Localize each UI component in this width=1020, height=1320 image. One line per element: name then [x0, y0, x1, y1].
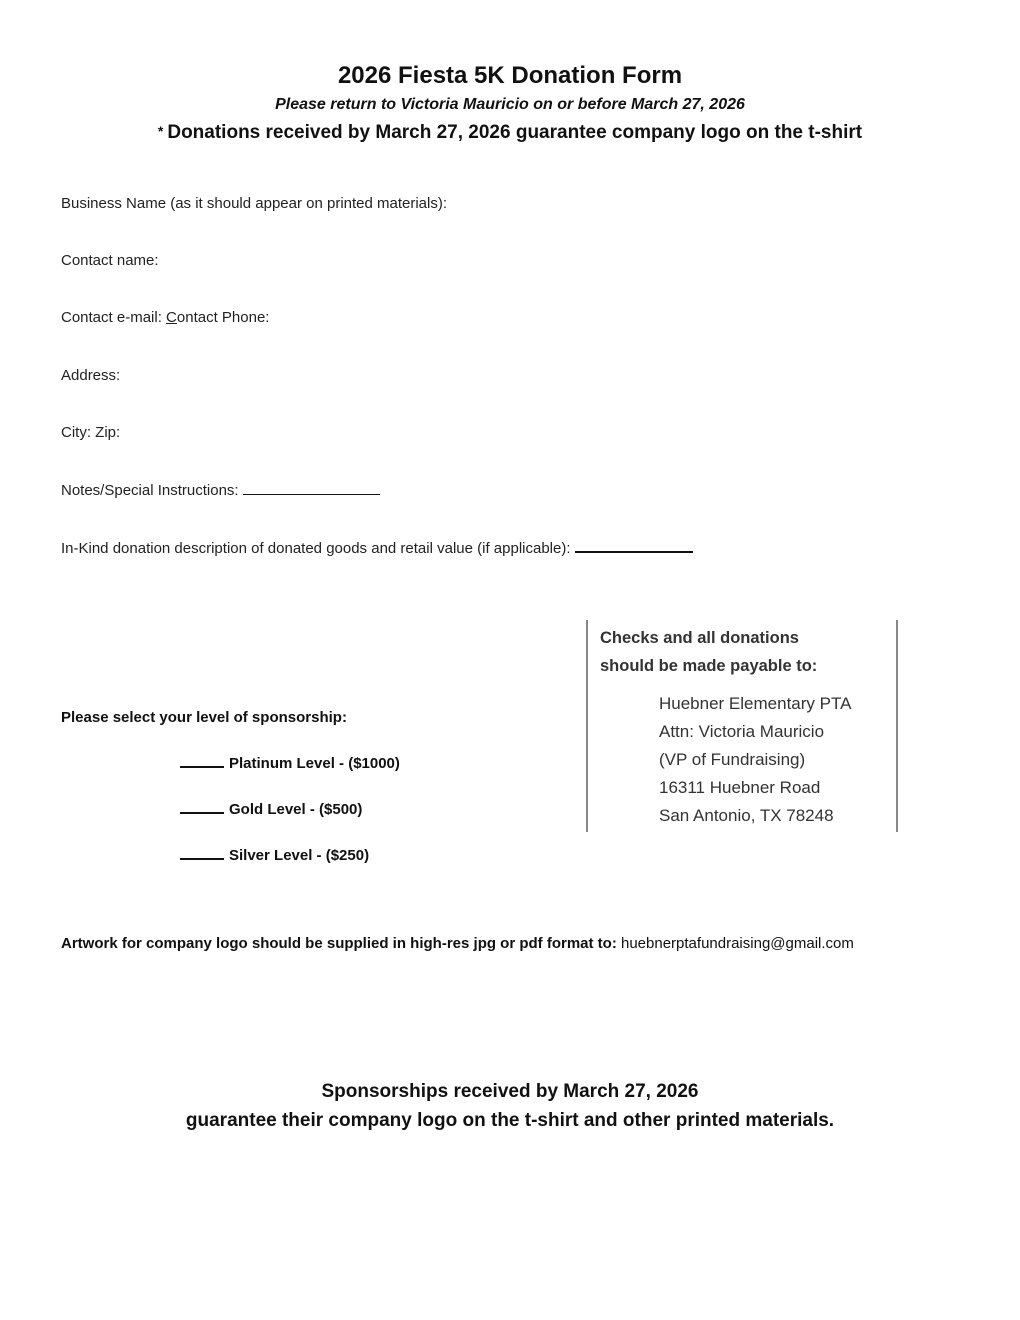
form-subtitle: Please return to Victoria Mauricio on or before March 27, 2026: [275, 96, 745, 113]
sponsorship-option-label: Platinum Level - ($1000): [229, 755, 400, 772]
asterisk-marker: *: [157, 123, 164, 139]
sponsorship-option-platinum[interactable]: [180, 754, 400, 772]
artwork-instructions: [61, 935, 854, 952]
deadline-note: [0, 122, 1020, 144]
notes-label: Notes/Special Instructions:: [61, 482, 239, 499]
artwork-label: Artwork for company logo should be supplied in high-res jpg or pdf format to:: [61, 935, 617, 952]
deadline-note-text: Donations received by March 27, 2026 guarantee company logo on the t-shirt: [167, 122, 863, 143]
payable-address-line: (VP of Fundraising): [659, 750, 806, 769]
sponsorship-prompt: Please select your level of sponsorship:: [61, 709, 347, 726]
notes-blank-line[interactable]: [243, 481, 380, 495]
footer-line-2: guarantee their company logo on the t-shirt and other printed materials.: [185, 1110, 835, 1131]
payable-heading-line-2: should be made payable to:: [600, 657, 818, 675]
sponsorship-option-label: Gold Level - ($500): [229, 801, 363, 818]
selection-blank[interactable]: [180, 800, 224, 814]
in-kind-field[interactable]: [61, 538, 693, 557]
payable-address-line: Attn: Victoria Mauricio: [659, 722, 825, 741]
selection-blank[interactable]: [180, 754, 224, 768]
form-title: 2026 Fiesta 5K Donation Form: [337, 62, 683, 89]
contact-phone-initial: C: [166, 309, 177, 326]
in-kind-label: In-Kind donation description of donated goods and retail value (if applicable):: [61, 540, 571, 557]
sponsorship-option-gold[interactable]: [180, 800, 362, 818]
contact-email-phone-field[interactable]: [61, 309, 269, 326]
payable-to-heading: [600, 624, 880, 680]
notes-field[interactable]: [61, 481, 380, 499]
payable-address: [659, 690, 851, 830]
footer-line-1: Sponsorships received by March 27, 2026: [321, 1081, 699, 1102]
sponsorship-option-silver[interactable]: [180, 846, 369, 864]
business-name-field[interactable]: Business Name (as it should appear on printed materials):: [61, 195, 448, 212]
contact-phone-label: ontact Phone:: [176, 309, 270, 326]
artwork-email[interactable]: huebnerptafundraising@gmail.com: [621, 935, 854, 952]
city-zip-field[interactable]: City: Zip:: [61, 424, 121, 441]
in-kind-blank-line[interactable]: [575, 538, 693, 553]
payable-address-line: Huebner Elementary PTA: [659, 694, 852, 713]
address-field[interactable]: Address:: [61, 367, 121, 384]
payable-address-line: San Antonio, TX 78248: [659, 806, 834, 825]
selection-blank[interactable]: [180, 846, 224, 860]
contact-email-label: Contact e-mail:: [61, 309, 162, 326]
sponsorship-option-label: Silver Level - ($250): [229, 847, 370, 864]
contact-name-field[interactable]: Contact name:: [61, 252, 159, 269]
payable-heading-line-1: Checks and all donations: [600, 629, 799, 647]
payable-address-line: 16311 Huebner Road: [659, 778, 821, 797]
